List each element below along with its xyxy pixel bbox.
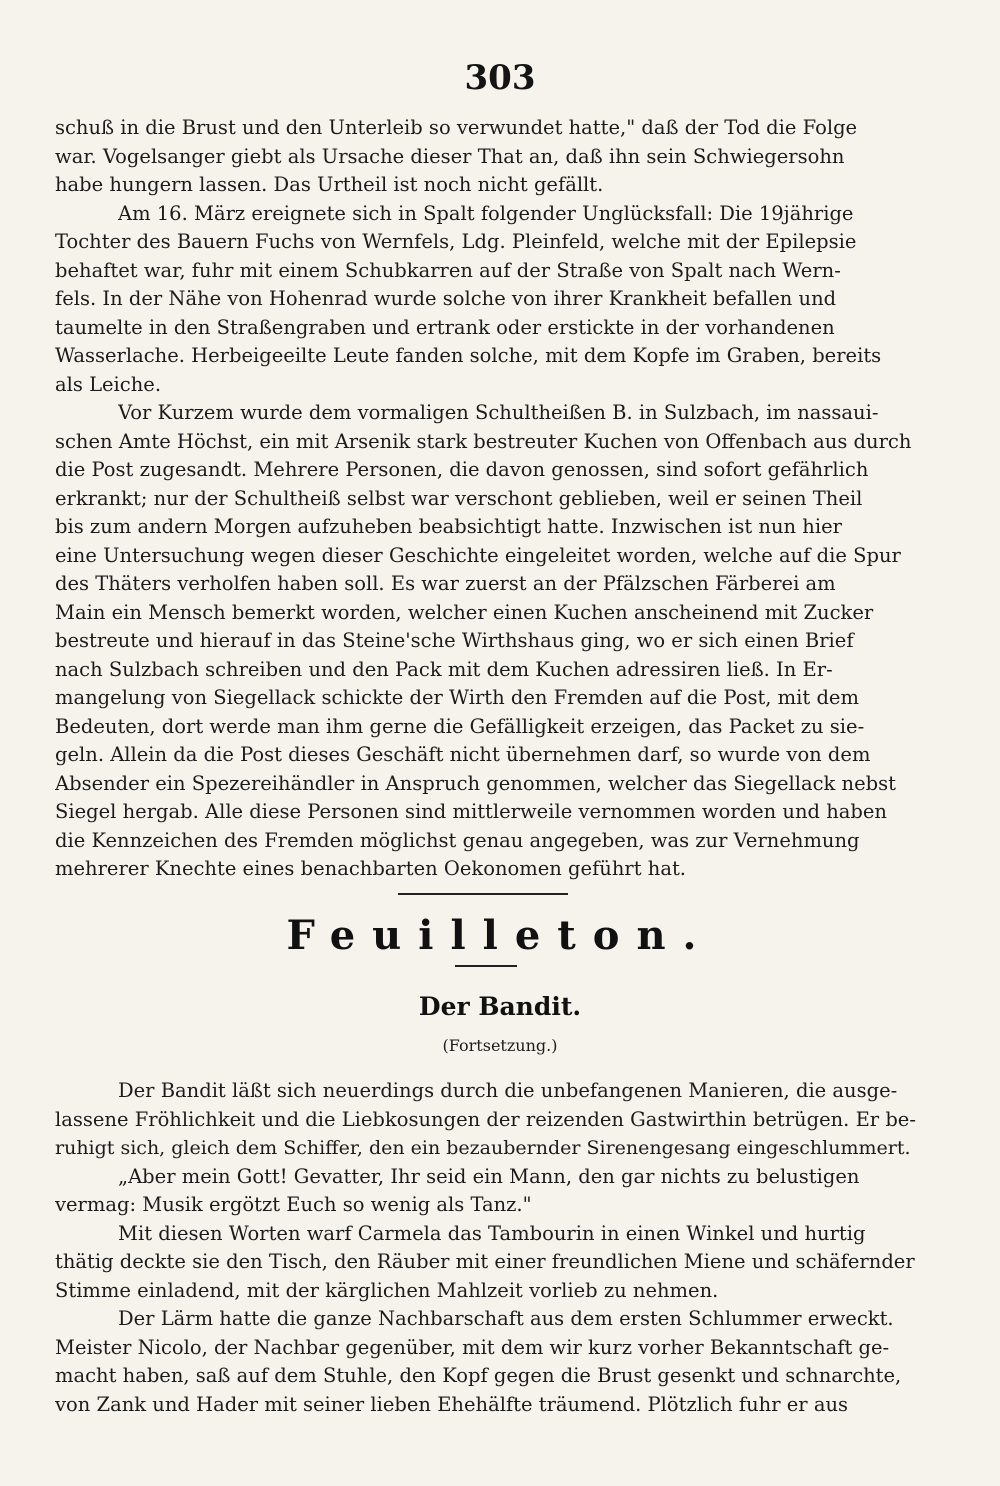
text-line: fels. In der Nähe von Hohenrad wurde solche von ihrer Krankheit befallen und <box>55 287 837 310</box>
page-number: 303 <box>464 58 536 98</box>
text-line: geln. Allein da die Post dieses Geschäft nicht übernehmen darf, so wurde von dem <box>55 743 871 766</box>
text-line: mangelung von Siegellack schickte der Wirth den Fremden auf die Post, mit dem <box>55 686 859 709</box>
text-line: erkrankt; nur der Schultheiß selbst war verschont geblieben, weil er seinen Theil <box>55 487 863 510</box>
text-line: mehrerer Knechte eines benachbarten Oekonomen geführt hat. <box>55 857 686 880</box>
text-line: Absender ein Spezereihändler in Anspruch genommen, welcher das Siegellack nebst <box>55 772 896 795</box>
divider-rule <box>455 965 517 967</box>
continuation-note: (Fortsetzung.) <box>442 1036 558 1055</box>
story-title: Der Bandit. <box>418 992 582 1021</box>
text-line: bis zum andern Morgen aufzuheben beabsichtigt hatte. Inzwischen ist nun hier <box>55 515 842 538</box>
text-line: Siegel hergab. Alle diese Personen sind mittlerweile vernommen worden und haben <box>55 800 887 823</box>
text-line: schuß in die Brust und den Unterleib so verwundet hatte," daß der Tod die Folge <box>55 116 858 139</box>
text-line: Tochter des Bauern Fuchs von Wernfels, Ldg. Pleinfeld, welche mit der Epilepsie <box>55 230 857 253</box>
text-line: Wasserlache. Herbeigeeilte Leute fanden solche, mit dem Kopfe im Graben, bereits <box>55 344 882 367</box>
section-heading: Feuilleton. <box>286 912 714 959</box>
text-line: schen Amte Höchst, ein mit Arsenik stark bestreuter Kuchen von Offenbach aus durch <box>55 430 912 453</box>
text-line: die Post zugesandt. Mehrere Personen, die davon genossen, sind sofort gefährlich <box>55 458 869 481</box>
text-line: Meister Nicolo, der Nachbar gegenüber, mit dem wir kurz vorher Bekanntschaft ge- <box>55 1336 890 1359</box>
text-line: des Thäters verholfen haben soll. Es war zuerst an der Pfälzschen Färberei am <box>55 572 836 595</box>
text-line: macht haben, saß auf dem Stuhle, den Kopf gegen die Brust gesenkt und schnarchte, <box>55 1364 902 1387</box>
text-line: lassene Fröhlichkeit und die Liebkosungen der reizenden Gastwirthin betrügen. Er be- <box>55 1108 916 1131</box>
text-line: Der Lärm hatte die ganze Nachbarschaft aus dem ersten Schlummer erweckt. <box>118 1307 894 1330</box>
text-line: Der Bandit läßt sich neuerdings durch die unbefangenen Manieren, die ausge- <box>118 1079 898 1102</box>
text-line: eine Untersuchung wegen dieser Geschichte eingeleitet worden, welche auf die Spur <box>55 544 901 567</box>
text-line: taumelte in den Straßengraben und ertrank oder erstickte in der vorhandenen <box>55 316 835 339</box>
text-line: Am 16. März ereignete sich in Spalt folgender Unglücksfall: Die 19jährige <box>118 202 854 225</box>
text-line: Vor Kurzem wurde dem vormaligen Schultheißen B. in Sulzbach, im nassaui- <box>118 401 879 424</box>
text-line: behaftet war, fuhr mit einem Schubkarren auf der Straße von Spalt nach Wern- <box>55 259 841 282</box>
text-line: Mit diesen Worten warf Carmela das Tambourin in einen Winkel und hurtig <box>118 1222 866 1245</box>
text-line: thätig deckte sie den Tisch, den Räuber mit einer freundlichen Miene und schäfernder <box>55 1250 915 1273</box>
text-line: nach Sulzbach schreiben und den Pack mit dem Kuchen adressiren ließ. In Er- <box>55 658 833 681</box>
text-line: Bedeuten, dort werde man ihm gerne die Gefälligkeit erzeigen, das Packet zu sie- <box>55 715 865 738</box>
text-line: Stimme einladend, mit der kärglichen Mahlzeit vorlieb zu nehmen. <box>55 1279 719 1302</box>
text-line: die Kennzeichen des Fremden möglichst genau angegeben, was zur Vernehmung <box>55 829 860 852</box>
divider-rule <box>398 893 568 895</box>
text-line: vermag: Musik ergötzt Euch so wenig als Tanz." <box>55 1193 532 1216</box>
text-line: von Zank und Hader mit seiner lieben Ehehälfte träumend. Plötzlich fuhr er aus <box>55 1393 849 1416</box>
text-line: habe hungern lassen. Das Urtheil ist noch nicht gefällt. <box>55 173 604 196</box>
text-line: war. Vogelsanger giebt als Ursache dieser That an, daß ihn sein Schwiegersohn <box>55 145 845 168</box>
text-line: bestreute und hierauf in das Steine'sche Wirthshaus ging, wo er sich einen Brief <box>55 629 854 652</box>
text-line: „Aber mein Gott! Gevatter, Ihr seid ein Mann, den gar nichts zu belustigen <box>118 1165 860 1188</box>
text-line: als Leiche. <box>55 373 162 396</box>
text-line: Main ein Mensch bemerkt worden, welcher einen Kuchen anscheinend mit Zucker <box>55 601 874 624</box>
text-line: ruhigt sich, gleich dem Schiffer, den ein bezaubernder Sirenengesang eingeschlummert. <box>55 1137 911 1159</box>
